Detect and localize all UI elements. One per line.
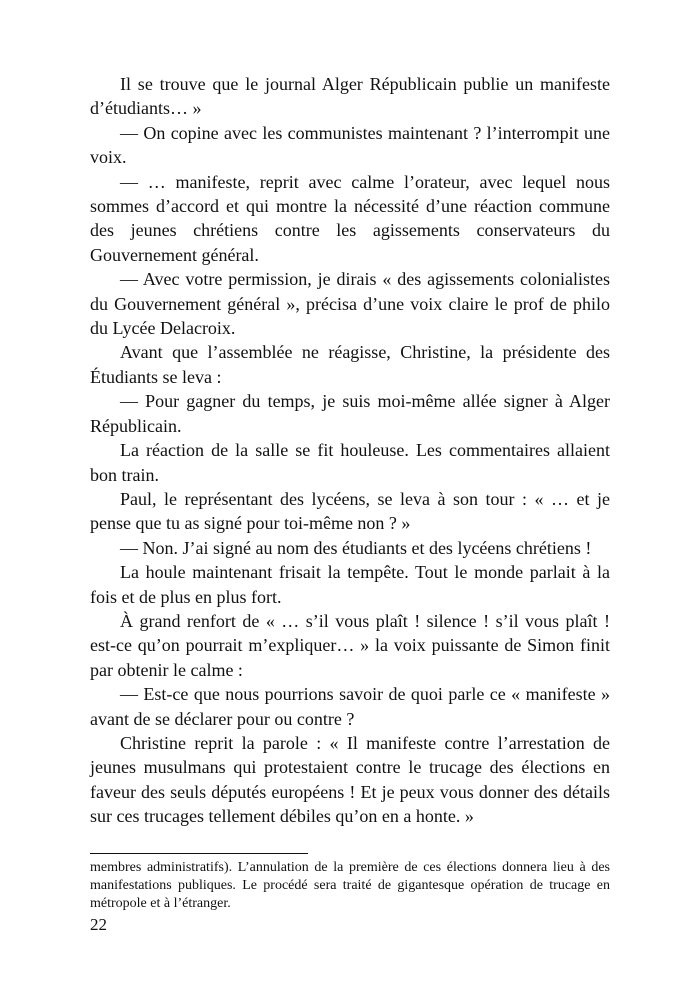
paragraph: Avant que l’assemblée ne réagisse, Christine, la présidente des Étudiants se leva :	[90, 342, 610, 387]
paragraph: — Pour gagner du temps, je suis moi-même allée signer à Alger Républicain.	[90, 391, 610, 436]
paragraph: — … manifeste, reprit avec calme l’orateur, avec lequel nous sommes d’accord et qui montre la nécessité d’une réaction commune des jeunes chrétiens contre les agissements conservateurs du Gouvernement général.	[90, 171, 610, 265]
body-text	[90, 72, 610, 829]
paragraph: Il se trouve que le journal Alger Républicain publie un manifeste d’étudiants… »	[90, 74, 610, 119]
book-page	[90, 0, 610, 992]
paragraph: — Avec votre permission, je dirais « des agissements colonialistes du Gouvernement général », précisa d’une voix claire le prof de philo du Lycée Delacroix.	[90, 269, 610, 339]
paragraph: À grand renfort de « … s’il vous plaît ! silence ! s’il vous plaît ! est-ce qu’on pourrait m’expliquer… » la voix puissante de Simon finit par obtenir le calme :	[90, 610, 610, 680]
paragraph: Christine reprit la parole : « Il manifeste contre l’arrestation de jeunes musulmans qui protestaient contre le trucage des élections en faveur des seuls députés européens ! Et je peux vous donner des détails sur ces trucages tellement débiles qu’on en a honte. »	[90, 732, 610, 827]
footnote: membres administratifs). L’annulation de la première de ces élections donnera lieu à des manifestations publiques. Le procédé sera traité de gigantesque opération de trucage en métropole et à l’étranger.	[90, 860, 610, 911]
footnote-divider	[90, 853, 308, 854]
paragraph: — Non. J’ai signé au nom des étudiants et des lycéens chrétiens !	[120, 537, 592, 558]
paragraph: — On copine avec les communistes maintenant ? l’interrompit une voix.	[90, 122, 610, 168]
paragraph: Paul, le représentant des lycéens, se leva à son tour : « … et je pense que tu as signé pour toi-même non ? »	[90, 488, 610, 534]
paragraph: La houle maintenant frisait la tempête. Tout le monde parlait à la fois et de plus en plus fort.	[90, 562, 610, 607]
page-number: 22	[90, 915, 107, 934]
paragraph: — Est-ce que nous pourrions savoir de quoi parle ce « manifeste » avant de se déclarer pour ou contre ?	[90, 684, 610, 729]
paragraph: La réaction de la salle se fit houleuse. Les commentaires allaient bon train.	[90, 440, 610, 485]
